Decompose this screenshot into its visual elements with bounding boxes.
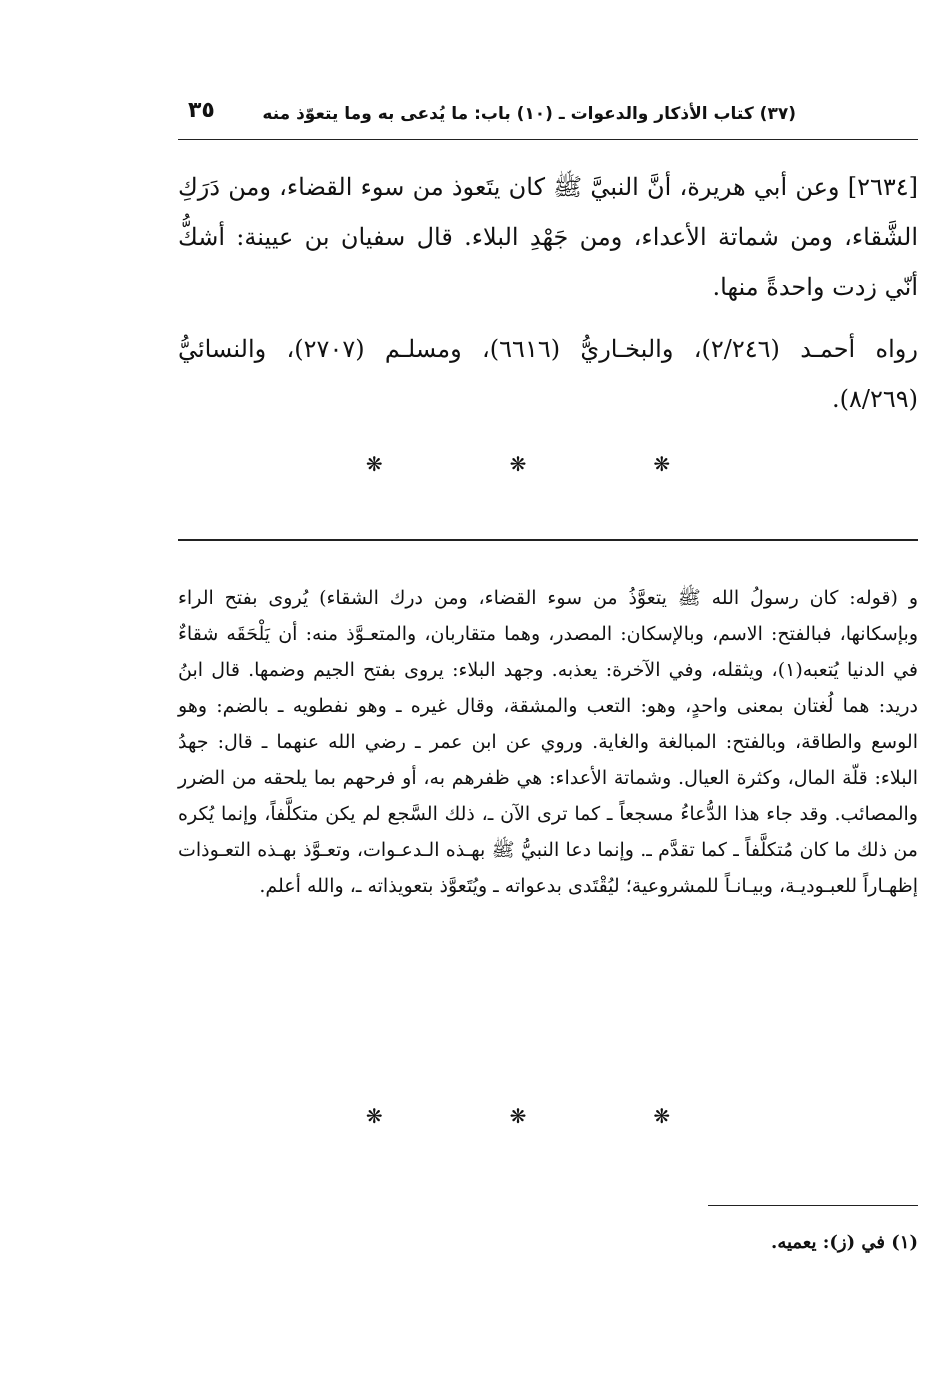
footnote: (١) في (ز): يعميه. [771, 1232, 918, 1253]
page-number: ٣٥ [188, 98, 215, 123]
page-header [178, 96, 918, 136]
commentary-text: و (قوله: كان رسولُ الله ﷺ يتعوَّذُ من سوء القضاء، ومن درك الشقاء) يُروى بفتح الراء وبإسكانها، فبالفتح: الاسم، وبالإسكان: المصدر، وهما متقاربان، والمتعـوَّذ منه: أن يَلْحَقَه شقاءٌ في الدنيا يُتعبه(١)، ويثقله، وفي الآخرة: يعذبه. وجهد البلاء: يروى بفتح الجيم وضمها. قال ابنُ دريد: هما لُغتان بمعنى واحدٍ، وهو: التعب والمشقة، وقال غيره ـ وهو نفطويه ـ بالضم: وهو الوسع والطاقة، وبالفتح: المبالغة والغاية. وروي عن ابن عمر ـ رضي الله عنهما ـ قال: جهدُ البلاء: قلّة المال، وكثرة العيال. وشماتة الأعداء: هي ظفرهم به، أو فرحهم بما يلحقه من الضرر والمصائب. وقد جاء هذا الدُّعاءُ مسجعاً ـ كما ترى الآن ـ، ذلك السَّجع لم يكن متكلَّفاً، وإنما يُكره من ذلك ما كان مُتكلَّفاً ـ كما تقدَّم ـ. وإنما دعا النبيُّ ﷺ بهـذه الـدعـوات، وتعـوَّذ بهـذه التعـوذات إظهـاراً للعبـوديـة، وبيـانـاً للمشروعية؛ ليُقْتَدى بدعواته ـ ويُتَعوَّذ بتعويذاته ـ، والله أعلم. [178, 587, 918, 897]
commentary-block [178, 580, 918, 904]
header-rule [178, 139, 918, 140]
footnote-rule [708, 1205, 918, 1206]
hadith-source: رواه أحمـد (٢/٢٤٦)، والبخـاريُّ (٦٦١٦)، ومسلـم (٢٧٠٧)، والنسائيُّ (٨/٢٦٩). [178, 335, 918, 413]
running-title: (٣٧) كتاب الأذكار والدعوات ـ (١٠) باب: ما يُدعى به وما يتعوّذ منه [262, 104, 796, 124]
hadith-block [178, 162, 918, 424]
separator-stars-bottom: ❋ ❋ ❋ [365, 1104, 731, 1128]
section-rule [178, 539, 918, 541]
separator-stars-top: ❋ ❋ ❋ [365, 452, 731, 476]
hadith-text: [٢٦٣٤] وعن أبي هريرة، أنَّ النبيَّ ﷺ كان يتَعوذ من سوء القضاء، ومن دَرَكِ الشَّقاء، ومن شماتة الأعداء، ومن جَهْدِ البلاء. قال سفيان بن عيينة: أشكُّ أنّي زدت واحدةً منها. [178, 173, 918, 301]
